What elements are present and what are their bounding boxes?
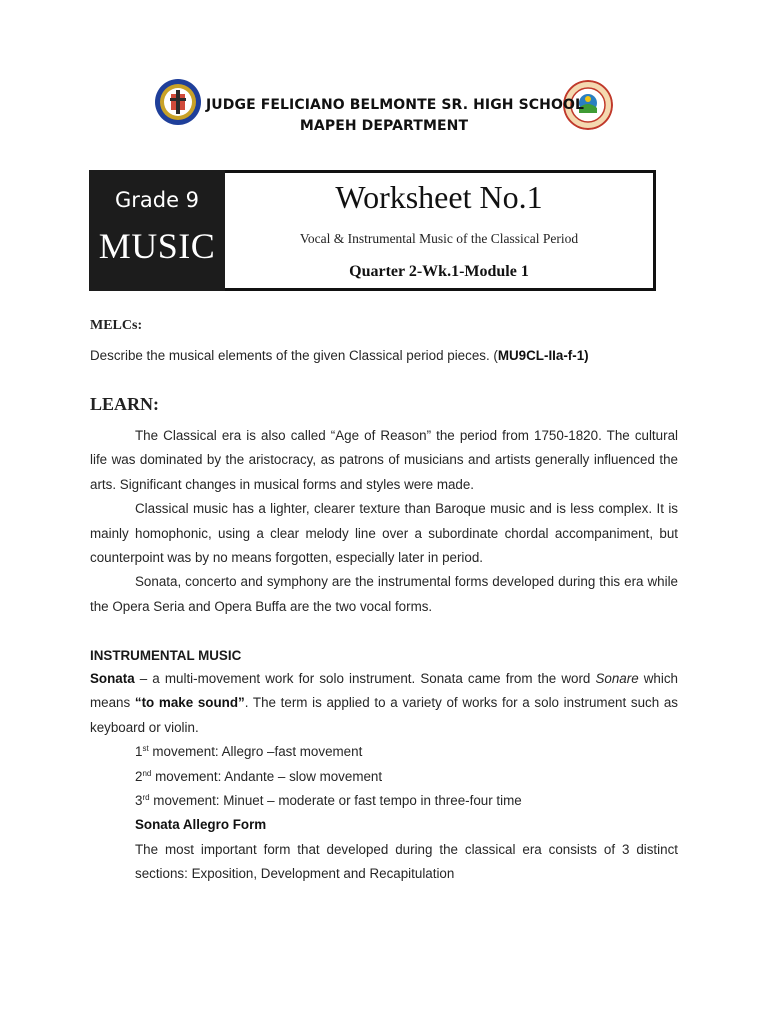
sonata-definition — [90, 667, 678, 740]
learn-paragraph: Sonata, concerto and symphony are the instrumental forms developed during this era while the Opera Seria and Opera Buffa are the two vocal forms. — [90, 574, 678, 614]
title-box — [89, 170, 656, 291]
sonata-word: Sonare — [595, 671, 639, 686]
worksheet-subtitle: Vocal & Instrumental Music of the Classical Period — [299, 231, 579, 246]
school-name: JUDGE FELICIANO BELMONTE SR. HIGH SCHOOL — [205, 97, 584, 113]
sonata-section — [90, 667, 678, 887]
worksheet-title: Worksheet No.1 — [335, 179, 543, 215]
subject-label: MUSIC — [98, 226, 216, 266]
worksheet-info-panel — [225, 170, 656, 291]
movement-number: 1 — [135, 744, 143, 760]
sonata-allegro-text: The most important form that developed during the classical era consists of 3 distinct sections: Exposition, Development and Recapitulation — [135, 841, 678, 882]
movement-ordinal: nd — [142, 768, 152, 778]
learn-body — [90, 424, 678, 619]
grade-label: Grade 9 — [114, 188, 200, 212]
movement-item — [90, 740, 678, 764]
movement-item — [90, 789, 678, 813]
movement-text: movement: Allegro –fast movement — [148, 744, 363, 760]
learn-paragraph: The Classical era is also called “Age of Reason” the period from 1750-1820. The cultural life was dominated by the aristocracy, as patrons of musicians and artists generally influenced the arts. Significant changes in musical forms and styles were made. — [90, 428, 678, 492]
movement-item — [90, 765, 678, 789]
melcs-text — [90, 344, 678, 368]
department-name: MAPEH DEPARTMENT — [299, 118, 469, 134]
worksheet-quarter: Quarter 2-Wk.1-Module 1 — [349, 263, 529, 280]
sonata-def-text: . The term is applied to a variety of works for a solo instrument such as keyboard or violin. — [90, 695, 679, 735]
movement-ordinal: st — [142, 744, 149, 754]
movement-number: 2 — [135, 768, 143, 784]
movement-ordinal: rd — [142, 793, 150, 803]
learn-heading: LEARN: — [90, 394, 160, 414]
movement-number: 3 — [135, 793, 143, 809]
melcs-heading: MELCs: — [90, 318, 143, 333]
melcs-description: Describe the musical elements of the given Classical period pieces. ( — [90, 348, 498, 363]
grade-panel — [89, 170, 225, 291]
instrumental-music-heading: INSTRUMENTAL MUSIC — [90, 648, 242, 663]
sonata-term: Sonata — [90, 671, 135, 686]
sonata-def-text: – a multi-movement work for solo instrument. Sonata came from the word — [134, 671, 596, 686]
movement-text: movement: Minuet – moderate or fast tempo in three-four time — [149, 793, 522, 809]
sonata-def-text: which means — [90, 671, 678, 711]
learn-paragraph: Classical music has a lighter, clearer texture than Baroque music and is less complex. It is mainly homophonic, using a clear melody line over a subordinate chordal accompaniment, but counterpoint was by no means forgotten, especially later in period. — [90, 501, 678, 566]
sonata-meaning: “to make sound” — [134, 695, 245, 711]
movement-text: movement: Andante – slow movement — [151, 768, 383, 784]
sonata-allegro-heading: Sonata Allegro Form — [135, 817, 267, 833]
melcs-code: MU9CL-IIa-f-1) — [497, 348, 589, 363]
